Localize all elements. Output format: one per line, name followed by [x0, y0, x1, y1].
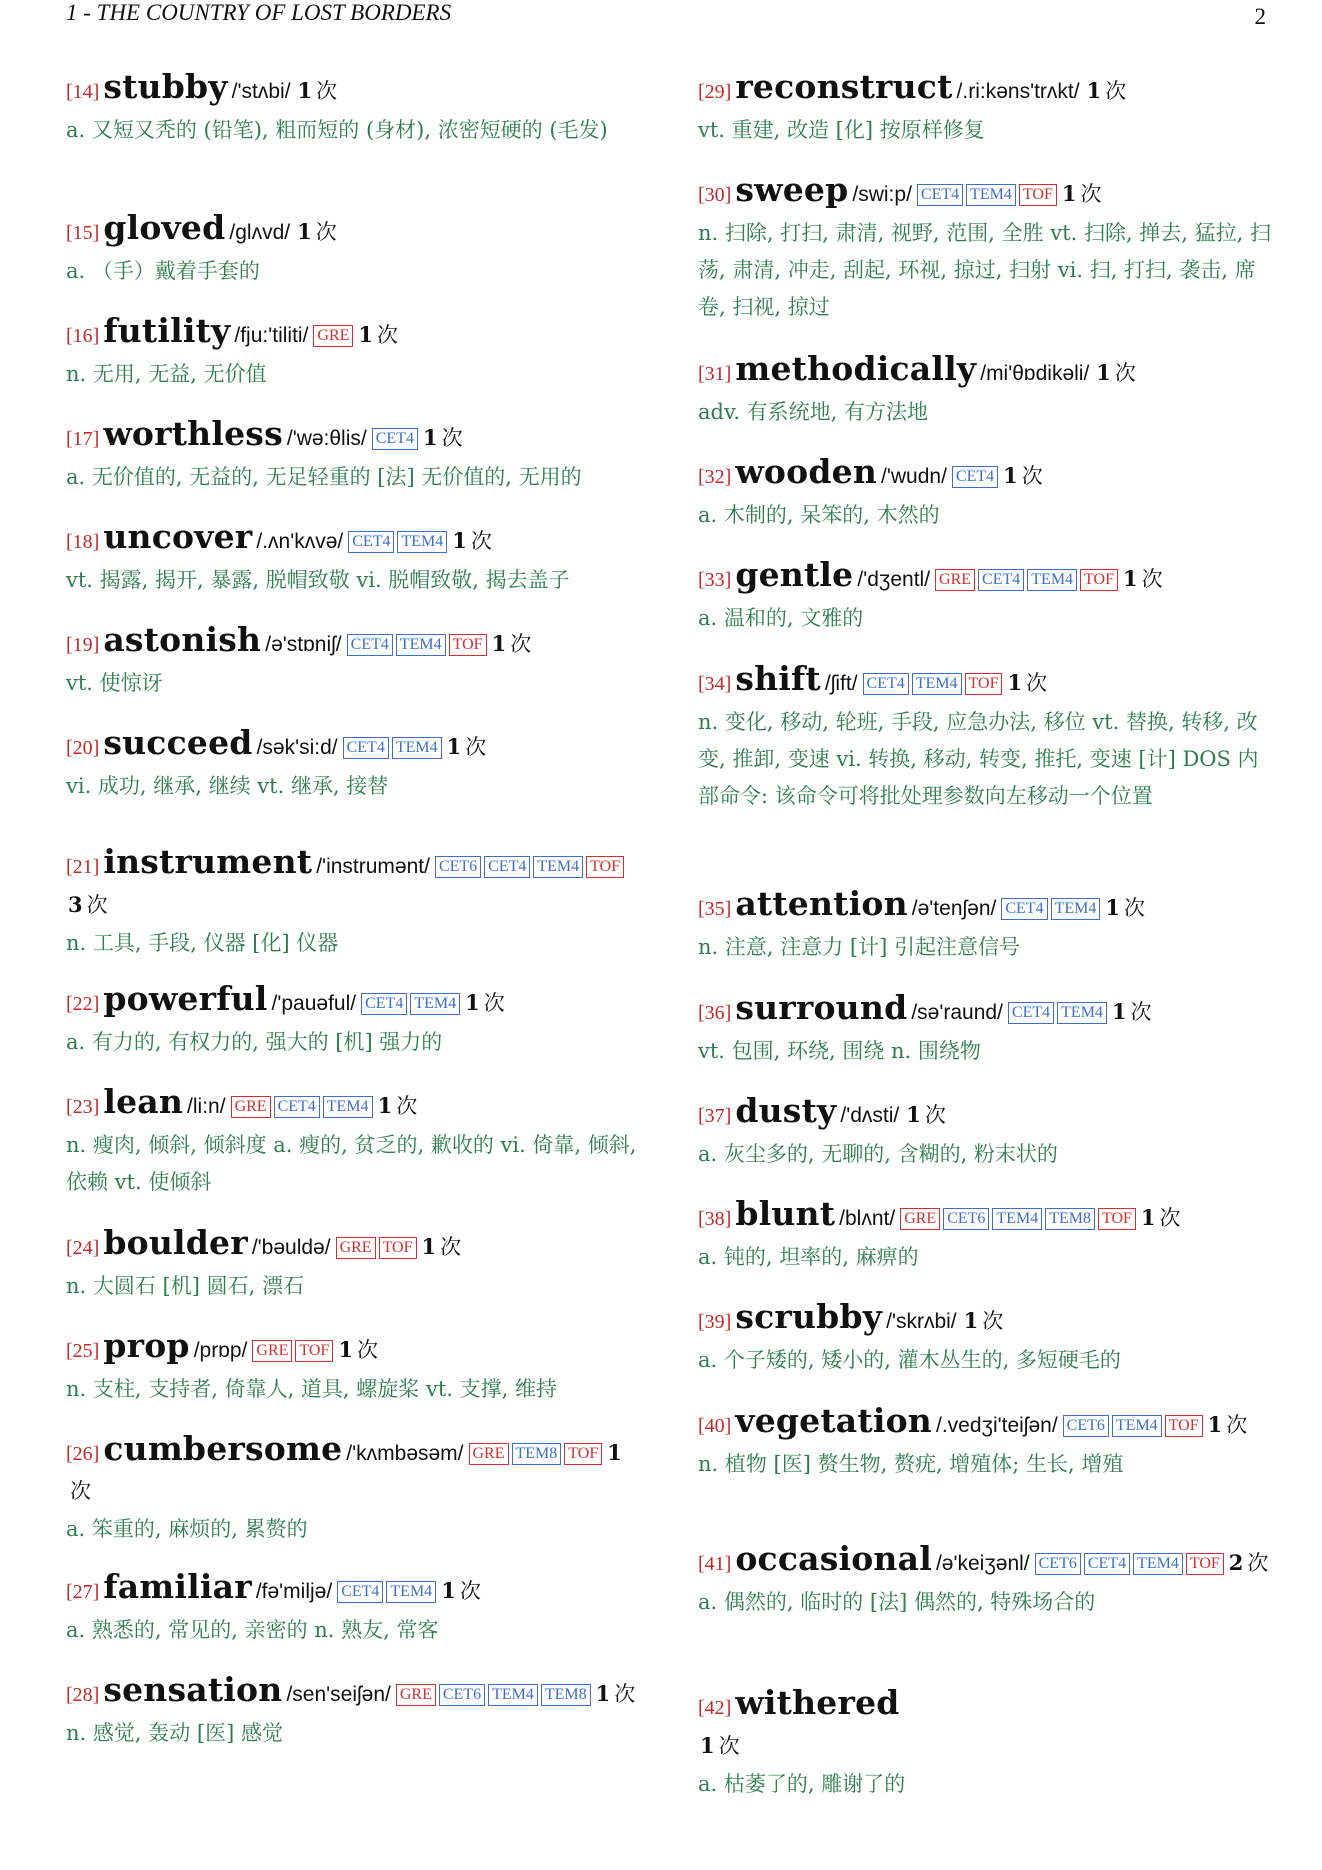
headword-line — [698, 1092, 1272, 1135]
exam-tag-cet4: CET4 — [1084, 1553, 1130, 1575]
headword-line — [698, 1298, 1272, 1341]
exam-tag-tof: TOF — [1186, 1553, 1224, 1575]
exam-tag-gre: GRE — [900, 1208, 940, 1230]
vocab-entry — [698, 1402, 1272, 1483]
exam-tag-cet6: CET6 — [943, 1208, 989, 1230]
occurrence-unit: 次 — [614, 1682, 636, 1706]
exam-tag-cet4: CET4 — [917, 184, 963, 206]
exam-tag-tem8: TEM8 — [541, 1684, 591, 1706]
phonetic: /ə'tenʃən/ — [911, 897, 997, 920]
occurrence-count: 1 — [297, 219, 312, 244]
headword-line — [66, 415, 638, 458]
headword: worthless — [103, 414, 283, 453]
phonetic: /mi'θɒdikəli/ — [980, 362, 1090, 385]
phonetic: /'dʌsti/ — [840, 1104, 900, 1127]
phonetic: /'dʒentl/ — [857, 568, 931, 591]
exam-tag-tem4: TEM4 — [1112, 1415, 1162, 1437]
entry-number: [36] — [698, 1002, 732, 1024]
definition: a. 枯萎了的, 雕谢了的 — [698, 1772, 906, 1796]
exam-tag-cet4: CET4 — [484, 856, 530, 878]
definition: n. 感觉, 轰动 [医] 感觉 — [66, 1721, 283, 1745]
exam-tag-gre: GRE — [396, 1684, 436, 1706]
headword: methodically — [735, 349, 977, 388]
occurrence-count: 1 — [422, 425, 438, 450]
entry-number: [34] — [698, 673, 732, 695]
entry-number: [37] — [698, 1105, 732, 1127]
entry-number: [30] — [698, 184, 732, 206]
vocab-entry — [66, 209, 638, 290]
phonetic: /'bəuldə/ — [251, 1236, 331, 1259]
exam-tag-tof: TOF — [1165, 1415, 1203, 1437]
headword: stubby — [103, 67, 228, 106]
headword-line — [66, 1083, 638, 1126]
exam-tag-cet6: CET6 — [439, 1684, 485, 1706]
occurrence-count: 1 — [297, 78, 313, 103]
occurrence-unit: 次 — [440, 1235, 462, 1259]
headword-line — [66, 1430, 638, 1510]
vocab-entry — [66, 415, 638, 496]
phonetic: /sə'raund/ — [911, 1001, 1003, 1024]
occurrence-count: 1 — [1105, 895, 1120, 920]
entry-number: [41] — [698, 1553, 732, 1575]
entry-number: [29] — [698, 81, 732, 103]
occurrence-unit: 次 — [470, 529, 492, 553]
phonetic: /'kʌmbəsəm/ — [346, 1442, 464, 1465]
entry-number: [18] — [66, 531, 100, 553]
headword: familiar — [103, 1567, 252, 1606]
exam-tag-cet4: CET4 — [863, 673, 909, 695]
occurrence-unit: 次 — [1114, 361, 1136, 385]
entry-number: [24] — [66, 1237, 100, 1259]
phonetic: /fju:'tiliti/ — [234, 324, 309, 347]
occurrence-unit: 次 — [1130, 1000, 1152, 1024]
occurrence-count: 3 — [68, 892, 83, 917]
exam-tag-gre: GRE — [252, 1340, 292, 1362]
headword: blunt — [735, 1194, 836, 1233]
headword: withered — [735, 1683, 900, 1722]
occurrence-count: 1 — [906, 1102, 921, 1127]
vocab-entry — [698, 1092, 1272, 1173]
exam-tag-tof: TOF — [1080, 569, 1118, 591]
headword-line — [66, 724, 638, 767]
phonetic: /.vedʒi'teiʃən/ — [935, 1414, 1058, 1437]
occurrence-count: 1 — [452, 528, 467, 553]
headword: powerful — [103, 979, 268, 1018]
vocab-entry — [698, 660, 1272, 815]
phonetic: /sen'seiʃən/ — [286, 1683, 391, 1706]
occurrence-unit: 次 — [1159, 1206, 1181, 1230]
exam-tag-tem4: TEM4 — [1057, 1002, 1107, 1024]
entry-number: [32] — [698, 466, 732, 488]
entry-number: [39] — [698, 1311, 732, 1333]
definition: n. 扫除, 打扫, 肃清, 视野, 范围, 全胜 vt. 扫除, 掸去, 猛拉, 扫荡, 肃清, 冲走, 刮起, 环视, 掠过, 扫射 vi. 扫, 打扫, 袭击, 席卷, 扫视, 掠过 — [698, 221, 1272, 319]
occurrence-unit: 次 — [465, 735, 487, 759]
definition: a. 温和的, 文雅的 — [698, 606, 864, 630]
vocab-entry — [66, 1327, 638, 1408]
entry-number: [26] — [66, 1443, 100, 1465]
definition: n. 无用, 无益, 无价值 — [66, 362, 267, 386]
headword-line — [698, 171, 1272, 214]
page-header — [66, 0, 1266, 30]
entry-number: [28] — [66, 1684, 100, 1706]
headword-line — [698, 885, 1272, 928]
headword-line — [698, 350, 1272, 393]
occurrence-count: 1 — [700, 1733, 715, 1758]
headword-line — [66, 621, 638, 664]
exam-tag-tem4: TEM4 — [1133, 1553, 1183, 1575]
phonetic: /'instrumənt/ — [316, 855, 430, 878]
occurrence-unit: 次 — [441, 426, 463, 450]
phonetic: /'stʌbi/ — [231, 80, 291, 103]
occurrence-count: 1 — [1111, 999, 1127, 1024]
entry-number: [15] — [66, 222, 100, 244]
headword: astonish — [103, 620, 262, 659]
headword-line — [66, 843, 638, 924]
exam-tag-tof: TOF — [1019, 184, 1057, 206]
headword-line — [698, 1684, 1272, 1765]
exam-tag-tof: TOF — [295, 1340, 333, 1362]
occurrence-count: 1 — [1122, 566, 1138, 591]
vocab-entry — [66, 843, 638, 962]
occurrence-unit: 次 — [924, 1103, 946, 1127]
headword: sensation — [103, 1670, 283, 1709]
exam-tag-cet4: CET4 — [978, 569, 1024, 591]
exam-tag-gre: GRE — [231, 1096, 271, 1118]
definition: vt. 包围, 环绕, 围绕 n. 围绕物 — [698, 1039, 981, 1063]
phonetic: /sək'si:d/ — [256, 736, 338, 759]
headword: succeed — [103, 723, 253, 762]
vocab-entry — [698, 989, 1272, 1070]
vocab-entry — [698, 350, 1272, 431]
occurrence-count: 1 — [421, 1234, 437, 1259]
phonetic: /li:n/ — [187, 1095, 226, 1118]
exam-tag-cet6: CET6 — [435, 856, 481, 878]
occurrence-count: 1 — [338, 1337, 353, 1362]
definition: n. 植物 [医] 赘生物, 赘疣, 增殖体; 生长, 增殖 — [698, 1452, 1124, 1476]
exam-tag-tem4: TEM4 — [392, 737, 442, 759]
definition: a. 无价值的, 无益的, 无足轻重的 [法] 无价值的, 无用的 — [66, 465, 582, 489]
occurrence-unit: 次 — [1141, 567, 1163, 591]
headword: shift — [735, 659, 821, 698]
definition: vi. 成功, 继承, 继续 vt. 继承, 接替 — [66, 774, 389, 798]
exam-tag-tem8: TEM8 — [1045, 1208, 1095, 1230]
definition: n. 瘦肉, 倾斜, 倾斜度 a. 瘦的, 贫乏的, 歉收的 vi. 倚靠, 倾斜, 依赖 vt. 使倾斜 — [66, 1133, 637, 1194]
entry-number: [19] — [66, 634, 100, 656]
exam-tag-gre: GRE — [336, 1237, 376, 1259]
exam-tag-tof: TOF — [379, 1237, 417, 1259]
exam-tag-tof: TOF — [449, 634, 487, 656]
entry-number: [21] — [66, 856, 100, 878]
headword-line — [66, 68, 638, 111]
occurrence-count: 1 — [465, 990, 480, 1015]
occurrence-unit: 次 — [1021, 464, 1043, 488]
headword: occasional — [735, 1539, 932, 1578]
phonetic: /'skrʌbi/ — [886, 1310, 957, 1333]
definition: a. 又短又秃的 (铅笔), 粗而短的 (身材), 浓密短硬的 (毛发) — [66, 118, 608, 142]
headword: gentle — [735, 555, 854, 594]
phonetic: /.ʌn'kʌvə/ — [256, 530, 344, 553]
headword: gloved — [103, 208, 226, 247]
headword: lean — [103, 1082, 184, 1121]
exam-tag-tem4: TEM4 — [396, 634, 446, 656]
definition: a. 木制的, 呆笨的, 木然的 — [698, 503, 940, 527]
headword: cumbersome — [103, 1429, 343, 1468]
definition: a. （手）戴着手套的 — [66, 259, 260, 283]
vocab-entry — [66, 1671, 638, 1752]
entry-number: [25] — [66, 1340, 100, 1362]
entry-number: [31] — [698, 363, 732, 385]
occurrence-unit: 次 — [510, 632, 532, 656]
exam-tag-tof: TOF — [564, 1443, 602, 1465]
occurrence-count: 1 — [1086, 78, 1102, 103]
entry-number: [42] — [698, 1697, 732, 1719]
definition: a. 灰尘多的, 无聊的, 含糊的, 粉末状的 — [698, 1142, 1058, 1166]
occurrence-count: 1 — [607, 1440, 622, 1465]
occurrence-count: 2 — [1228, 1550, 1244, 1575]
phonetic: /ə'keiʒənl/ — [935, 1552, 1030, 1575]
occurrence-count: 1 — [358, 322, 374, 347]
occurrence-count: 1 — [1140, 1205, 1156, 1230]
headword: vegetation — [735, 1401, 932, 1440]
phonetic: /.ri:kəns'trʌkt/ — [956, 80, 1080, 103]
headword-line — [66, 1327, 638, 1370]
occurrence-unit: 次 — [1247, 1551, 1269, 1575]
definition: n. 大圆石 [机] 圆石, 漂石 — [66, 1274, 304, 1298]
phonetic: /'wudn/ — [881, 465, 947, 488]
headword-line — [698, 556, 1272, 599]
phonetic: /ə'stɒniʃ/ — [265, 633, 342, 656]
headword-line — [698, 1540, 1272, 1583]
vocab-entry — [66, 312, 638, 393]
occurrence-count: 1 — [441, 1578, 456, 1603]
headword: futility — [103, 311, 231, 350]
definition: n. 工具, 手段, 仪器 [化] 仪器 — [66, 931, 339, 955]
exam-tag-cet4: CET4 — [1008, 1002, 1054, 1024]
definition: a. 个子矮的, 矮小的, 灌木丛生的, 多短硬毛的 — [698, 1348, 1121, 1372]
vocab-entry — [698, 885, 1272, 966]
exam-tag-tem4: TEM4 — [533, 856, 583, 878]
exam-tag-tem8: TEM8 — [512, 1443, 562, 1465]
headword-line — [66, 518, 638, 561]
entry-number: [35] — [698, 898, 732, 920]
phonetic: /'pauəful/ — [271, 992, 357, 1015]
vocab-entry — [698, 453, 1272, 534]
entry-number: [17] — [66, 428, 100, 450]
exam-tag-tem4: TEM4 — [966, 184, 1016, 206]
definition: vt. 重建, 改造 [化] 按原样修复 — [698, 118, 985, 142]
book-title: 1 - THE COUNTRY OF LOST BORDERS — [66, 0, 452, 25]
definition: a. 熟悉的, 常见的, 亲密的 n. 熟友, 常客 — [66, 1618, 439, 1642]
exam-tag-cet4: CET4 — [361, 993, 407, 1015]
exam-tag-cet4: CET4 — [337, 1581, 383, 1603]
page-number: 2 — [1254, 4, 1266, 29]
headword-line — [66, 312, 638, 355]
headword-line — [698, 1195, 1272, 1238]
headword: uncover — [103, 517, 253, 556]
occurrence-unit: 次 — [483, 991, 505, 1015]
occurrence-unit: 次 — [1026, 671, 1048, 695]
occurrence-unit: 次 — [718, 1734, 740, 1758]
vocab-entry — [66, 1430, 638, 1548]
phonetic: /glʌvd/ — [229, 221, 291, 244]
vocab-entry — [698, 1540, 1272, 1621]
exam-tag-tof: TOF — [1098, 1208, 1136, 1230]
vocab-entry — [698, 1684, 1272, 1803]
occurrence-count: 1 — [595, 1681, 611, 1706]
headword: wooden — [735, 452, 878, 491]
occurrence-count: 1 — [446, 734, 462, 759]
vocab-entry — [66, 68, 638, 149]
phonetic: /prɒp/ — [193, 1339, 248, 1362]
exam-tag-gre: GRE — [313, 325, 353, 347]
occurrence-unit: 次 — [1080, 182, 1102, 206]
definition: adv. 有系统地, 有方法地 — [698, 400, 929, 424]
occurrence-count: 1 — [377, 1093, 393, 1118]
definition: n. 注意, 注意力 [计] 引起注意信号 — [698, 935, 1020, 959]
exam-tag-tem4: TEM4 — [397, 531, 447, 553]
headword: sweep — [735, 170, 849, 209]
vocab-entry — [66, 980, 638, 1061]
occurrence-unit: 次 — [315, 220, 337, 244]
phonetic: /blʌnt/ — [839, 1207, 896, 1230]
exam-tag-gre: GRE — [935, 569, 975, 591]
headword-line — [66, 1224, 638, 1267]
occurrence-unit: 次 — [1105, 79, 1127, 103]
occurrence-count: 1 — [1061, 181, 1077, 206]
vocab-entry — [698, 1195, 1272, 1276]
headword: reconstruct — [735, 67, 953, 106]
exam-tag-cet6: CET6 — [1063, 1415, 1109, 1437]
occurrence-count: 1 — [1207, 1412, 1223, 1437]
vocab-entry — [698, 556, 1272, 637]
entry-number: [27] — [66, 1581, 100, 1603]
headword-line — [698, 989, 1272, 1032]
definition: n. 支柱, 支持者, 倚靠人, 道具, 螺旋桨 vt. 支撑, 维持 — [66, 1377, 557, 1401]
definition: vt. 使惊讶 — [66, 671, 163, 695]
headword-line — [66, 1568, 638, 1611]
exam-tag-tem4: TEM4 — [992, 1208, 1042, 1230]
exam-tag-tof: TOF — [586, 856, 624, 878]
entry-number: [23] — [66, 1096, 100, 1118]
exam-tag-cet4: CET4 — [348, 531, 394, 553]
exam-tag-tem4: TEM4 — [1051, 898, 1101, 920]
occurrence-unit: 次 — [396, 1094, 418, 1118]
phonetic: /swi:p/ — [852, 183, 912, 206]
exam-tag-tem4: TEM4 — [386, 1581, 436, 1603]
occurrence-unit: 次 — [377, 323, 399, 347]
occurrence-unit: 次 — [86, 893, 108, 917]
vocab-entry — [698, 1298, 1272, 1379]
headword-line — [698, 68, 1272, 111]
headword-line — [66, 209, 638, 252]
occurrence-count: 1 — [1096, 360, 1111, 385]
headword: attention — [735, 884, 908, 923]
occurrence-count: 1 — [1003, 463, 1018, 488]
exam-tag-tem4: TEM4 — [912, 673, 962, 695]
occurrence-unit: 次 — [1123, 896, 1145, 920]
exam-tag-tem4: TEM4 — [1027, 569, 1077, 591]
headword-line — [698, 1402, 1272, 1445]
occurrence-count: 1 — [1007, 670, 1023, 695]
definition: vt. 揭露, 揭开, 暴露, 脱帽致敬 vi. 脱帽致敬, 揭去盖子 — [66, 568, 570, 592]
vocab-entry — [66, 1568, 638, 1649]
exam-tag-tem4: TEM4 — [488, 1684, 538, 1706]
exam-tag-cet6: CET6 — [1035, 1553, 1081, 1575]
vocab-entry — [66, 724, 638, 805]
exam-tag-tof: TOF — [965, 673, 1003, 695]
headword-line — [698, 453, 1272, 496]
phonetic: /ʃift/ — [824, 672, 858, 695]
exam-tag-cet4: CET4 — [343, 737, 389, 759]
exam-tag-cet4: CET4 — [274, 1096, 320, 1118]
exam-tag-gre: GRE — [469, 1443, 509, 1465]
phonetic: /fə'miljə/ — [255, 1580, 333, 1603]
occurrence-unit: 次 — [70, 1479, 91, 1503]
definition: a. 有力的, 有权力的, 强大的 [机] 强力的 — [66, 1030, 443, 1054]
exam-tag-tem4: TEM4 — [323, 1096, 373, 1118]
exam-tag-tem4: TEM4 — [410, 993, 460, 1015]
definition: a. 偶然的, 临时的 [法] 偶然的, 特殊场合的 — [698, 1590, 1096, 1614]
headword-line — [66, 1671, 638, 1714]
headword: scrubby — [735, 1297, 883, 1336]
occurrence-count: 1 — [963, 1308, 979, 1333]
headword-line — [66, 980, 638, 1023]
entry-number: [14] — [66, 81, 100, 103]
definition: a. 笨重的, 麻烦的, 累赘的 — [66, 1517, 308, 1541]
headword: boulder — [103, 1223, 248, 1262]
headword: dusty — [735, 1091, 837, 1130]
exam-tag-cet4: CET4 — [952, 466, 998, 488]
entry-number: [20] — [66, 737, 100, 759]
exam-tag-cet4: CET4 — [372, 428, 418, 450]
occurrence-unit: 次 — [1226, 1413, 1248, 1437]
headword: surround — [735, 988, 908, 1027]
exam-tag-cet4: CET4 — [347, 634, 393, 656]
entry-number: [22] — [66, 993, 100, 1015]
exam-tag-cet4: CET4 — [1001, 898, 1047, 920]
phonetic: /'wə:θlis/ — [286, 427, 367, 450]
vocab-entry — [66, 1224, 638, 1305]
vocab-entry — [66, 1083, 638, 1201]
definition: n. 变化, 移动, 轮班, 手段, 应急办法, 移位 vt. 替换, 转移, 改变, 推卸, 变速 vi. 转换, 移动, 转变, 推托, 变速 [计] DOS 内部命令: 该命令可将批处理参数向左移动一个位置 — [698, 710, 1259, 808]
headword: prop — [103, 1326, 190, 1365]
vocab-entry — [698, 171, 1272, 326]
entry-number: [33] — [698, 569, 732, 591]
occurrence-unit: 次 — [356, 1338, 378, 1362]
occurrence-unit: 次 — [316, 79, 338, 103]
entry-number: [40] — [698, 1415, 732, 1437]
occurrence-unit: 次 — [982, 1309, 1004, 1333]
headword: instrument — [103, 842, 313, 881]
headword-line — [698, 660, 1272, 703]
entry-number: [38] — [698, 1208, 732, 1230]
vocab-entry — [698, 68, 1272, 149]
definition: a. 钝的, 坦率的, 麻痹的 — [698, 1245, 919, 1269]
entry-number: [16] — [66, 325, 100, 347]
occurrence-unit: 次 — [459, 1579, 481, 1603]
vocab-entry — [66, 621, 638, 702]
vocab-entry — [66, 518, 638, 599]
occurrence-count: 1 — [491, 631, 507, 656]
